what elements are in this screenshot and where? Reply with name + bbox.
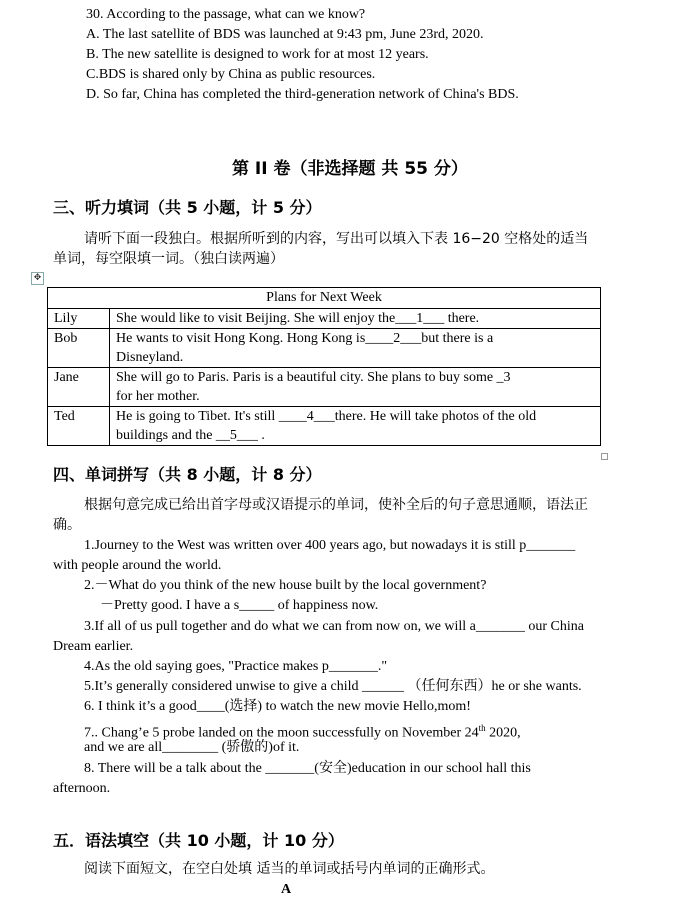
q30-option-a: A. The last satellite of BDS was launched at 9:43 pm, June 23rd, 2020.: [86, 27, 484, 42]
sec4-item-2-reply: －Pretty good. I have a s_____ of happiness now.: [100, 598, 379, 613]
table-resize-handle[interactable]: [601, 453, 608, 460]
sec4-item-1: 1.Journey to the West was written over 400 years ago, but nowadays it is still p_______: [84, 538, 576, 553]
table-row: [48, 309, 601, 329]
sec4-title: 四、单词拼写（共 8 小题，计 8 分）: [53, 465, 322, 484]
q30-stem: 30. According to the passage, what can we know?: [86, 7, 366, 22]
table-cell-name: Bob: [48, 329, 110, 368]
plan-line: buildings and the __5___ .: [116, 428, 265, 443]
sec4-item-4: 4.As the old saying goes, "Practice makes p_______.": [84, 659, 388, 674]
sec4-instruction-line1: 根据句意完成已给出首字母或汉语提示的单词，使补全后的句子意思通顺，语法正: [84, 497, 588, 513]
table-cell-plan: [110, 309, 601, 329]
table-row: [48, 407, 601, 446]
table-cell-plan: [110, 329, 601, 368]
sec5-instruction: 阅读下面短文，在空白处填 适当的单词或括号内单词的正确形式。: [84, 861, 495, 877]
table-row: [48, 368, 601, 407]
plan-line: She would like to visit Beijing. She will enjoy the___1___ there.: [116, 311, 480, 326]
plan-line: He is going to Tibet. It's still ____4___there. He will take photos of the old: [116, 409, 537, 424]
sec3-title: 三、听力填词（共 5 小题，计 5 分）: [53, 198, 322, 217]
sec4-item-8-cont: afternoon.: [53, 781, 111, 796]
sec4-item-6: 6. I think it’s a good____(选择) to watch the new movie Hello,mom!: [84, 699, 471, 714]
plans-table: [47, 287, 601, 446]
sec4-item-5: 5.It’s generally considered unwise to give a child ______ （任何东西）he or she wants.: [84, 679, 582, 694]
sec3-instruction-line1: 请听下面一段独白。根据所听到的内容，写出可以填入下表 16−20 空格处的适当: [84, 231, 589, 247]
table-cell-plan: [110, 368, 601, 407]
table-title: Plans for Next Week: [48, 288, 601, 309]
move-handle-icon[interactable]: ✥: [31, 272, 44, 285]
sec5-title: 五．语法填空（共 10 小题，计 10 分）: [53, 831, 344, 850]
sec4-item-7-year: 2020,: [485, 725, 521, 741]
plan-line: Disneyland.: [116, 350, 184, 365]
table-cell-name: Lily: [48, 309, 110, 329]
sec4-item-7-cont: and we are all________ (骄傲的)of it.: [84, 740, 300, 755]
table-header-row: [48, 288, 601, 309]
sec4-item-3: 3.If all of us pull together and do what we can from now on, we will a_______ our China: [84, 619, 585, 634]
part2-title: 第 II 卷（非选择题 共 55 分）: [232, 159, 468, 179]
plan-line: for her mother.: [116, 389, 200, 404]
sec4-instruction-line2: 确。: [53, 517, 81, 533]
table-cell-name: Ted: [48, 407, 110, 446]
passage-label: A: [281, 882, 292, 897]
sec4-item-3-cont: Dream earlier.: [53, 639, 134, 654]
q30-option-d: D. So far, China has completed the third-generation network of China's BDS.: [86, 87, 519, 102]
sec4-item-8: 8. There will be a talk about the _______(安全)education in our school hall this: [84, 761, 531, 776]
q30-option-c: C.BDS is shared only by China as public resources.: [86, 67, 376, 82]
q30-option-b: B. The new satellite is designed to work for at most 12 years.: [86, 47, 429, 62]
table-row: [48, 329, 601, 368]
sec4-item-1-cont: with people around the world.: [53, 558, 222, 573]
ordinal-suffix: th: [478, 723, 486, 733]
plan-line: She will go to Paris. Paris is a beautiful city. She plans to buy some _3: [116, 370, 511, 385]
table-cell-name: Jane: [48, 368, 110, 407]
sec4-item-7-text: 7.. Chang’e 5 probe landed on the moon successfully on November 24: [84, 725, 479, 741]
plan-line: He wants to visit Hong Kong. Hong Kong is____2___but there is a: [116, 331, 494, 346]
sec3-instruction-line2: 单词，每空限填一词。（独白读两遍）: [53, 251, 284, 267]
sec4-item-2: 2.－What do you think of the new house built by the local government?: [84, 578, 487, 593]
table-cell-plan: [110, 407, 601, 446]
